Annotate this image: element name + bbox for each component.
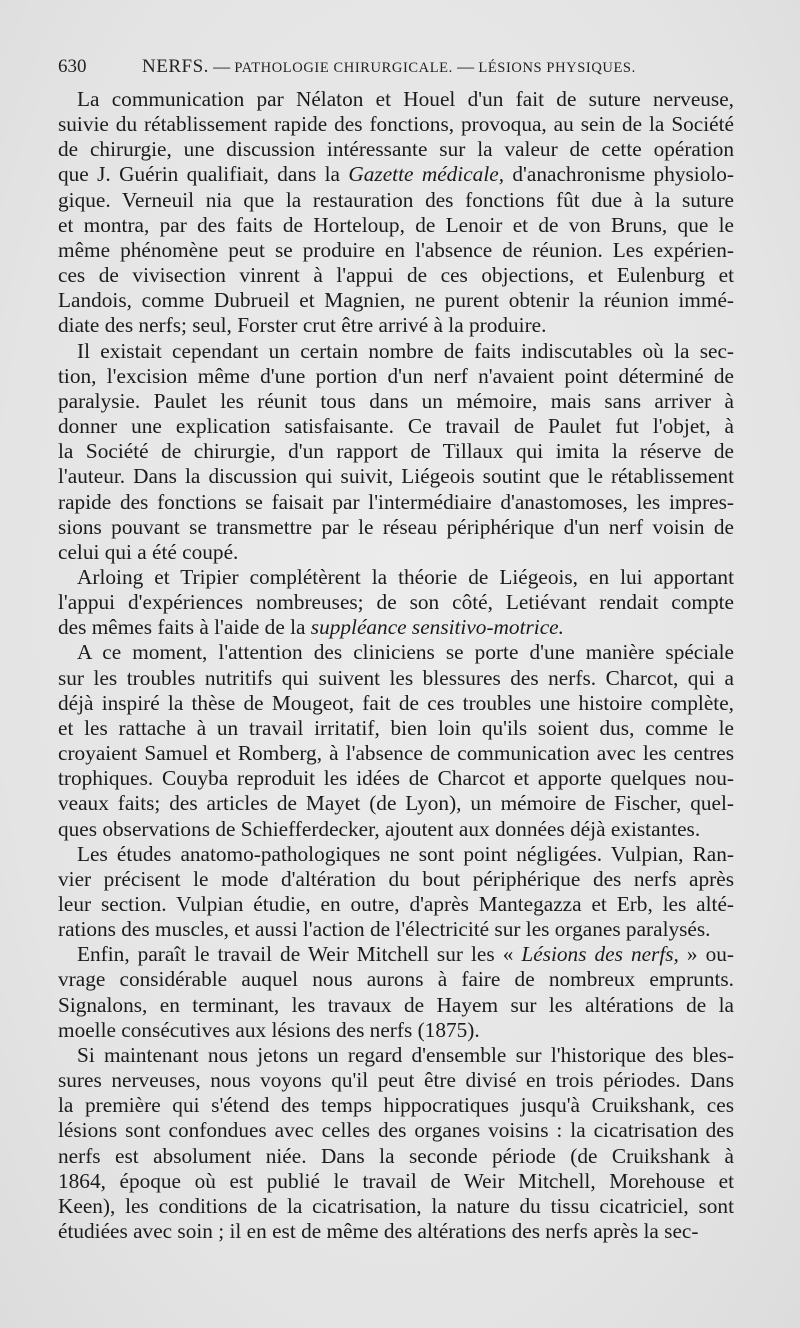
text-line: trophiques. Couyba reproduit les idées de Charcot et apporte quelques nou- xyxy=(58,766,734,791)
paragraph xyxy=(58,1043,734,1244)
text-line: paralysie. Paulet les réunit tous dans un mémoire, mais sans arriver à xyxy=(58,388,734,413)
text-line: l'appui d'expériences nombreuses; de son côté, Letiévant rendait compte xyxy=(58,590,734,615)
page-number: 630 xyxy=(58,56,87,77)
text-line: diate des nerfs; seul, Forster crut être arrivé à la produire. xyxy=(58,313,547,338)
text-line: A ce moment, l'attention des cliniciens se porte d'une manière spéciale xyxy=(77,640,734,665)
text-line: Arloing et Tripier complétèrent la théorie de Liégeois, en lui apportant xyxy=(77,564,734,589)
text-line: 1864, époque où est publié le travail de Weir Mitchell, Morehouse et xyxy=(58,1168,734,1193)
text-line: l'auteur. Dans la discussion qui suivit, Liégeois soutint que le rétablissement xyxy=(58,464,734,489)
text-line: ques observations de Schiefferdecker, ajoutent aux données déjà existantes. xyxy=(58,816,701,841)
text-line: étudiées avec soin ; il en est de même des altérations des nerfs après la sec- xyxy=(58,1219,699,1244)
text-line: suivie du rétablissement rapide des fonctions, provoqua, au sein de la Société xyxy=(58,112,734,137)
italic-title: Gazette médicale, xyxy=(348,162,505,187)
header-section: PATHOLOGIE CHIRURGICALE. xyxy=(234,60,453,76)
body-text xyxy=(58,87,734,1244)
text-line: Signalons, en terminant, les travaux de Hayem sur les altérations de la xyxy=(58,992,734,1017)
text-line: Keen), les conditions de la cicatrisation, la nature du tissu cicatriciel, sont xyxy=(58,1193,734,1218)
text-line: que J. Guérin qualifiait, dans la Gazette médicale, d'anachronisme physiolo- xyxy=(58,162,734,187)
text-line: la première qui s'étend des temps hippocratiques jusqu'à Cruikshank, ces xyxy=(58,1093,734,1118)
paragraph xyxy=(58,565,734,640)
text-line: sions pouvant se transmettre par le réseau périphérique d'un nerf voisin de xyxy=(58,514,734,539)
text-line: tion, l'excision même d'une portion d'un nerf n'avaient point déterminé de xyxy=(58,363,734,388)
text-line: Enfin, paraît le travail de Weir Mitchell sur les « Lésions des nerfs, » ou- xyxy=(77,942,734,967)
text-line: sures nerveuses, nous voyons qu'il peut être divisé en trois périodes. Dans xyxy=(58,1068,734,1093)
text-line: leur section. Vulpian étudie, en outre, d'après Mantegazza et Erb, les alté- xyxy=(58,892,734,916)
text-line: vier précisent le mode d'altération du bout périphérique des nerfs après xyxy=(58,866,734,891)
text-line: de chirurgie, une discussion intéressante sur la valeur de cette opération xyxy=(58,137,734,162)
text-line: celui qui a été coupé. xyxy=(58,539,239,564)
text-line: moelle consécutives aux lésions des nerfs (1875). xyxy=(58,1017,480,1042)
text-line: donner une explication satisfaisante. Ce travail de Paulet fut l'objet, à xyxy=(58,414,734,439)
paragraph xyxy=(58,640,734,841)
text-line: rapide des fonctions se faisait par l'intermédiaire d'anastomoses, les impres- xyxy=(58,489,734,514)
text-line: vrage considérable auquel nous aurons à faire de nombreux emprunts. xyxy=(58,967,734,992)
text-line: Les études anatomo-pathologiques ne sont point négligées. Vulpian, Ran- xyxy=(77,841,734,866)
text-line: nerfs est absolument niée. Dans la seconde période (de Cruikshank à xyxy=(58,1143,734,1168)
text-line: des mêmes faits à l'aide de la suppléance sensitivo-motrice. xyxy=(58,615,564,640)
text-line: Il existait cependant un certain nombre de faits indiscutables où la sec- xyxy=(77,338,734,363)
header-subsection: LÉSIONS PHYSIQUES. xyxy=(478,60,636,76)
text-line: même phénomène peut se produire en l'absence de réunion. Les expérien- xyxy=(58,237,734,262)
italic-title: suppléance sensitivo-motrice. xyxy=(310,615,564,640)
paragraph xyxy=(58,87,734,339)
text-line: déjà inspiré la thèse de Mougeot, fait de ces troubles une histoire complète, xyxy=(58,690,734,715)
header-title: NERFS. xyxy=(142,56,209,77)
header-dash: — xyxy=(208,57,235,76)
paragraph xyxy=(58,842,734,943)
paragraph xyxy=(58,942,734,1043)
text-line: sur les troubles nutritifs qui suivent les blessures des nerfs. Charcot, qui a xyxy=(58,665,734,690)
text-line: ces de vivisection vinrent à l'appui de ces objections, et Eulenburg et xyxy=(58,263,734,288)
running-header xyxy=(58,56,748,78)
text-line: veaux faits; des articles de Mayet (de Lyon), un mémoire de Fischer, quel- xyxy=(58,791,734,816)
text-line: la Société de chirurgie, d'un rapport de Tillaux qui imita la réserve de xyxy=(58,439,734,464)
paragraph xyxy=(58,339,734,565)
italic-title: Lésions des nerfs, xyxy=(521,942,679,967)
text-line: et les rattache à un travail irritatif, bien loin qu'ils soient dus, comme le xyxy=(58,715,734,740)
text-line: rations des muscles, et aussi l'action de l'électricité sur les organes paralysés. xyxy=(58,917,711,942)
text-line: Landois, comme Dubrueil et Magnien, ne purent obtenir la réunion immé- xyxy=(58,288,734,313)
text-line: et montra, par des faits de Horteloup, de Lenoir et de von Bruns, que le xyxy=(58,212,734,237)
text-line: La communication par Nélaton et Houel d'un fait de suture nerveuse, xyxy=(77,87,734,111)
text-line: croyaient Samuel et Romberg, à l'absence de communication avec les centres xyxy=(58,741,734,766)
text-line: lésions sont confondues avec celles des organes voisins : la cicatrisation des xyxy=(58,1118,734,1143)
text-line: Si maintenant nous jetons un regard d'ensemble sur l'historique des bles- xyxy=(77,1042,734,1067)
text-line: gique. Verneuil nia que la restauration des fonctions fût due à la suture xyxy=(58,187,734,212)
header-dash: — xyxy=(452,57,479,76)
